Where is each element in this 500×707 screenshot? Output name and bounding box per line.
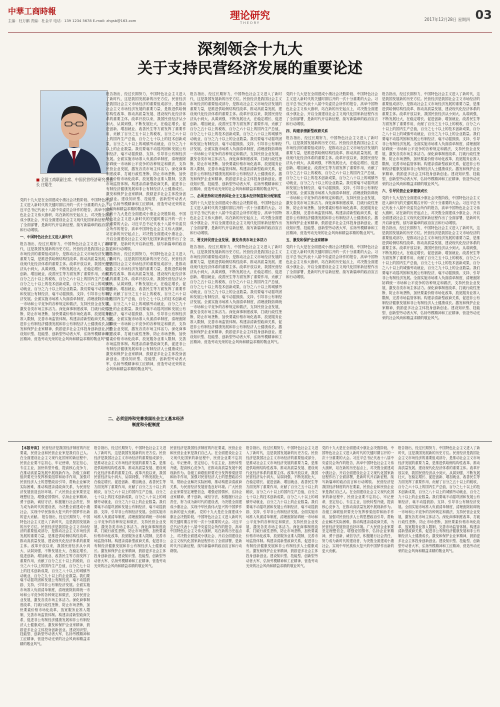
section-subtitle: THEORY — [239, 21, 261, 25]
lower-paragraph: 报告指出，经过长期努力，中国特色社会主义进入了新时代，这是我国发展新的历史方位。民营经济是我国社会主义市场经济的重要组成部分，是推动社会主义市场经济发展的重要力量，是推进供给侧结构性改革、推动高质量发展、建设现代化经济体系的重要主体。改革开放以来，我国民营经济从小到大、从弱到强，不断发展壮大，在稳定增长、促进创新、增加就业、改善民生等方面发挥了重要作用，贡献了百分之五十以上的税收，百分之六十以上的国内生产总值，百分之七十以上的技术创新成果，百分之八十以上的城镇劳动就业，百分之九十以上的企业数量。我们要毫不动摇巩固和发展公有制经济，毫不动摇鼓励、支持、引导非公有制经济发展。全面实施市场准入负面清单制度，清理废除妨碍统一市场和公平竞争的各种规定和做法，支持民营企业发展，激发各类市场主体活力。深化商事制度改革，打破行政性垄断，防止市场垄断，加快要素价格市场化改革，放宽服务业准入限制，完善市场监管体制。构建亲清新型政商关系，促进非公有制经济健康发展和非公有制经济人士健康成长。激发和保护企业家精神，鼓励更多社会主体投身创新创业。建设知识型、技能型、创新型劳动者大军，弘扬劳模精神和工匠精神，营造劳动光荣的社会风尚和精益求精的敬业风气。 — [94, 446, 166, 568]
lower-paragraph: 报告指出，经过长期努力，中国特色社会主义进入了新时代，这是我国发展新的历史方位。民营经济是我国社会主义市场经济的重要组成部分，是推动社会主义市场经济发展的重要力量，是推进供给侧结构性改革、推动高质量发展、建设现代化经济体系的重要主体。改革开放以来，我国民营经济从小到大、从弱到强，不断发展壮大，在稳定增长、促进创新、增加就业、改善民生等方面发挥了重要作用，贡献了百分之五十以上的税收，百分之六十以上的国内生产总值，百分之七十以上的技术创新成果，百分之八十以上的城镇劳动就业，百分之九十以上的企业数量。我们要毫不动摇巩固和发展公有制经济，毫不动摇鼓励、支持、引导非公有制经济发展。全面实施市场准入负面清单制度，清理废除妨碍统一市场和公平竞争的各种规定和做法，支持民营企业发展，激发各类市场主体活力。深化商事制度改革，打破行政性垄断，防止市场垄断，加快要素价格市场化改革，放宽服务业准入限制，完善市场监管体制。构建亲清新型政商关系，促进非公有制经济健康发展和非公有制经济人士健康成长。激发和保护企业家精神，鼓励更多社会主体投身创新创业。建设知识型、技能型、创新型劳动者大军，弘扬劳模精神和工匠精神，营造劳动光荣的社会风尚和精益求精的敬业风气。 — [246, 446, 318, 568]
body-paragraph: 党的十九大是在全面建成小康社会决胜阶段、中国特色社会主义进入新时代的关键时期召开的一次十分重要的大会。习近平总书记代表十八届中央委员会所作的报告，高举中国特色社会主义伟大旗帜，站在新的历史起点上，对决胜全面建成小康社会、开启全面建设社会主义现代化国家新征程作出了全面部署，是新时代开启新征程、续写新篇章的政治宣言和行动纲领。 — [382, 196, 480, 225]
subhead-4: 四、构建亲清新型政商关系 — [286, 129, 328, 133]
subhead-2: 二、必须坚持和完善我国社会主义基本经济制度和分配制度 — [190, 194, 281, 198]
masthead — [8, 6, 492, 33]
lower-column-1 — [20, 446, 90, 700]
lower-paragraph: 民营经济是我国经济制度的内在要素，民营企业和民营企业家是我们自己人。在全面建设社会主义现代化国家的新征程中，民营企业要不忘初心，牢记使命，坚定信心，专注主业，加快转型升级，提高核心竞争力，在推动高质量发展中展现新作为。各级工商联组织要充分发挥桥梁纽带和助手作用，加强对民营经济人士的思想政治引导，帮助企业解决实际困难，推动构建亲清政商关系，为民营经济发展营造良好环境。广大民营企业家要坚定理想信念，增强爱国情怀，弘扬企业家精神，勇于创新，诚信守法，积极履行社会责任，努力成为新时代的建设者，为决胜全面建成小康社会、实现中华民族伟大复兴的中国梦作出新的更大贡献。 — [20, 446, 90, 519]
lower-paragraph: 党的十九大是在全面建成小康社会决胜阶段、中国特色社会主义进入新时代的关键时期召开的一次十分重要的大会。习近平总书记代表十八届中央委员会所作的报告，高举中国特色社会主义伟大旗帜，站在新的历史起点上，对决胜全面建成小康社会、开启全面建设社会主义现代化国家新征程作出了全面部署，是新时代开启新征程、续写新篇章的政治宣言和行动纲领。 — [170, 509, 242, 554]
section-divider — [8, 441, 492, 442]
column-2-subhead: 二、必须坚持和完善我国社会主义基本经济制度和分配制度 — [108, 416, 184, 427]
headline-line-1: 深刻领会十九大 — [197, 40, 303, 58]
article-column-2 — [106, 92, 186, 412]
page-number: 03 — [475, 8, 492, 22]
body-paragraph: 报告指出，经过长期努力，中国特色社会主义进入了新时代，这是我国发展新的历史方位。民营经济是我国社会主义市场经济的重要组成部分，是推动社会主义市场经济发展的重要力量，是推进供给侧结构性改革、推动高质量发展、建设现代化经济体系的重要主体。改革开放以来，我国民营经济从小到大、从弱到强，不断发展壮大，在稳定增长、促进创新、增加就业、改善民生等方面发挥了重要作用，贡献了百分之五十以上的税收，百分之六十以上的国内生产总值，百分之七十以上的技术创新成果，百分之八十以上的城镇劳动就业，百分之九十以上的企业数量。我们要毫不动摇巩固和发展公有制经济，毫不动摇鼓励、支持、引导非公有制经济发展。全面实施市场准入负面清单制度，清理废除妨碍统一市场和公平竞争的各种规定和做法，支持民营企业发展，激发各类市场主体活力。深化商事制度改革，打破行政性垄断，防止市场垄断，加快要素价格市场化改革，放宽服务业准入限制，完善市场监管体制。构建亲清新型政商关系，促进非公有制经济健康发展和非公有制经济人士健康成长。激发和保护企业家精神，鼓励更多社会主体投身创新创业。建设知识型、技能型、创新型劳动者大军，弘扬劳模精神和工匠精神，营造劳动光荣的社会风尚和精益求精的敬业风气。 — [20, 242, 112, 341]
subhead-5: 五、激发和保护企业家精神 — [286, 238, 328, 242]
body-paragraph: 党的十九大是在全面建成小康社会决胜阶段、中国特色社会主义进入新时代的关键时期召开的一次十分重要的大会。习近平总书记代表十八届中央委员会所作的报告，高举中国特色社会主义伟大旗帜，站在新的历史起点上，对决胜全面建成小康社会、开启全面建设社会主义现代化国家新征程作出了全面部署，是新时代开启新征程、续写新篇章的政治宣言和行动纲领。 — [106, 212, 186, 251]
lower-paragraph: 报告指出，经过长期努力，中国特色社会主义进入了新时代，这是我国发展新的历史方位。民营经济是我国社会主义市场经济的重要组成部分，是推动社会主义市场经济发展的重要力量，是推进供给侧结构性改革、推动高质量发展、建设现代化经济体系的重要主体。改革开放以来，我国民营经济从小到大、从弱到强，不断发展壮大，在稳定增长、促进创新、增加就业、改善民生等方面发挥了重要作用，贡献了百分之五十以上的税收，百分之六十以上的国内生产总值，百分之七十以上的技术创新成果，百分之八十以上的城镇劳动就业，百分之九十以上的企业数量。我们要毫不动摇巩固和发展公有制经济，毫不动摇鼓励、支持、引导非公有制经济发展。全面实施市场准入负面清单制度，清理废除妨碍统一市场和公平竞争的各种规定和做法，支持民营企业发展，激发各类市场主体活力。深化商事制度改革，打破行政性垄断，防止市场垄断，加快要素价格市场化改革，放宽服务业准入限制，完善市场监管体制。构建亲清新型政商关系，促进非公有制经济健康发展和非公有制经济人士健康成长。激发和保护企业家精神，鼓励更多社会主体投身创新创业。建设知识型、技能型、创新型劳动者大军，弘扬劳模精神和工匠精神，营造劳动光荣的社会风尚和精益求精的敬业风气。 — [398, 446, 480, 554]
author-photo — [40, 90, 108, 174]
subhead-3: 三、要支持民营企业发展，激发各类市场主体活力 — [190, 238, 267, 242]
body-paragraph: 报告指出，经过长期努力，中国特色社会主义进入了新时代，这是我国发展新的历史方位。民营经济是我国社会主义市场经济的重要组成部分，是推动社会主义市场经济发展的重要力量，是推进供给侧结构性改革、推动高质量发展、建设现代化经济体系的重要主体。改革开放以来，我国民营经济从小到大、从弱到强，不断发展壮大，在稳定增长、促进创新、增加就业、改善民生等方面发挥了重要作用，贡献了百分之五十以上的税收，百分之六十以上的国内生产总值，百分之七十以上的技术创新成果，百分之八十以上的城镇劳动就业，百分之九十以上的企业数量。我们要毫不动摇巩固和发展公有制经济，毫不动摇鼓励、支持、引导非公有制经济发展。全面实施市场准入负面清单制度，清理废除妨碍统一市场和公平竞争的各种规定和做法，支持民营企业发展，激发各类市场主体活力。深化商事制度改革，打破行政性垄断，防止市场垄断，加快要素价格市场化改革，放宽服务业准入限制，完善市场监管体制。构建亲清新型政商关系，促进非公有制经济健康发展和非公有制经济人士健康成长。激发和保护企业家精神，鼓励更多社会主体投身创新创业。建设知识型、技能型、创新型劳动者大军，弘扬劳模精神和工匠精神，营造劳动光荣的社会风尚和精益求精的敬业风气。 — [190, 92, 282, 191]
subhead-1: 一、中国特色社会主义进入新时代 — [20, 235, 73, 239]
intro-paragraph: 党的十九大是在全面建成小康社会决胜阶段、中国特色社会主义进入新时代的关键时期召开的一次十分重要的大会。习近平总书记代表十八届中央委员会所作的报告，高举中国特色社会主义伟大旗帜，站在新的历史起点上，对决胜全面建成小康社会、开启全面建设社会主义现代化国家新征程作出了全面部署，是新时代开启新征程、续写新篇章的政治宣言和行动纲领。 — [20, 198, 112, 232]
body-paragraph: 党的十九大是在全面建成小康社会决胜阶段、中国特色社会主义进入新时代的关键时期召开的一次十分重要的大会。习近平总书记代表十八届中央委员会所作的报告，高举中国特色社会主义伟大旗帜，站在新的历史起点上，对决胜全面建成小康社会、开启全面建设社会主义现代化国家新征程作出了全面部署，是新时代开启新征程、续写新篇章的政治宣言和行动纲领。 — [286, 245, 378, 279]
headline-line-2: 关于支持民营经济发展的重要论述 — [137, 59, 363, 77]
paper-name: 中華工商時報 — [8, 6, 56, 16]
lower-column-5 — [322, 446, 394, 700]
body-paragraph: 报告指出，经过长期努力，中国特色社会主义进入了新时代，这是我国发展新的历史方位。民营经济是我国社会主义市场经济的重要组成部分，是推动社会主义市场经济发展的重要力量，是推进供给侧结构性改革、推动高质量发展、建设现代化经济体系的重要主体。改革开放以来，我国民营经济从小到大、从弱到强，不断发展壮大，在稳定增长、促进创新、增加就业、改善民生等方面发挥了重要作用，贡献了百分之五十以上的税收，百分之六十以上的国内生产总值，百分之七十以上的技术创新成果，百分之八十以上的城镇劳动就业，百分之九十以上的企业数量。我们要毫不动摇巩固和发展公有制经济，毫不动摇鼓励、支持、引导非公有制经济发展。全面实施市场准入负面清单制度，清理废除妨碍统一市场和公平竞争的各种规定和做法，支持民营企业发展，激发各类市场主体活力。深化商事制度改革，打破行政性垄断，防止市场垄断，加快要素价格市场化改革，放宽服务业准入限制，完善市场监管体制。构建亲清新型政商关系，促进非公有制经济健康发展和非公有制经济人士健康成长。激发和保护企业家精神，鼓励更多社会主体投身创新创业。建设知识型、技能型、创新型劳动者大军，弘扬劳模精神和工匠精神，营造劳动光荣的社会风尚和精益求精的敬业风气。 — [286, 136, 378, 235]
article-column-3 — [190, 92, 282, 436]
subhead-6: 六、引导民营企业家健康成长 — [382, 189, 428, 193]
lower-paragraph: 民营经济是我国经济制度的内在要素，民营企业和民营企业家是我们自己人。在全面建设社会主义现代化国家的新征程中，民营企业要不忘初心，牢记使命，坚定信心，专注主业，加快转型升级，提高核心竞争力，在推动高质量发展中展现新作为。各级工商联组织要充分发挥桥梁纽带和助手作用，加强对民营经济人士的思想政治引导，帮助企业解决实际困难，推动构建亲清政商关系，为民营经济发展营造良好环境。广大民营企业家要坚定理想信念，增强爱国情怀，弘扬企业家精神，勇于创新，诚信守法，积极履行社会责任，努力成为新时代的建设者，为决胜全面建成小康社会、实现中华民族伟大复兴的中国梦作出新的更大贡献。 — [322, 480, 394, 554]
masthead-info: 主编：杜万鹏 责编：杜金平 电话：139 1234 5678 E-mail: zhgsb@163.com — [8, 19, 137, 23]
article-column-5 — [382, 92, 480, 436]
body-paragraph: 党的十九大是在全面建成小康社会决胜阶段、中国特色社会主义进入新时代的关键时期召开的一次十分重要的大会。习近平总书记代表十八届中央委员会所作的报告，高举中国特色社会主义伟大旗帜，站在新的历史起点上，对决胜全面建成小康社会、开启全面建设社会主义现代化国家新征程作出了全面部署，是新时代开启新征程、续写新篇章的政治宣言和行动纲领。 — [286, 92, 378, 126]
caption-text: 全国工商联副主席、中国民营经济研究会会长 庄聪生 — [36, 177, 113, 187]
body-paragraph: 报告指出，经过长期努力，中国特色社会主义进入了新时代，这是我国发展新的历史方位。民营经济是我国社会主义市场经济的重要组成部分，是推动社会主义市场经济发展的重要力量，是推进供给侧结构性改革、推动高质量发展、建设现代化经济体系的重要主体。改革开放以来，我国民营经济从小到大、从弱到强，不断发展壮大，在稳定增长、促进创新、增加就业、改善民生等方面发挥了重要作用，贡献了百分之五十以上的税收，百分之六十以上的国内生产总值，百分之七十以上的技术创新成果，百分之八十以上的城镇劳动就业，百分之九十以上的企业数量。我们要毫不动摇巩固和发展公有制经济，毫不动摇鼓励、支持、引导非公有制经济发展。全面实施市场准入负面清单制度，清理废除妨碍统一市场和公平竞争的各种规定和做法，支持民营企业发展，激发各类市场主体活力。深化商事制度改革，打破行政性垄断，防止市场垄断，加快要素价格市场化改革，放宽服务业准入限制，完善市场监管体制。构建亲清新型政商关系，促进非公有制经济健康发展和非公有制经济人士健康成长。激发和保护企业家精神，鼓励更多社会主体投身创新创业。建设知识型、技能型、创新型劳动者大军，弘扬劳模精神和工匠精神，营造劳动光荣的社会风尚和精益求精的敬业风气。 — [382, 226, 480, 320]
lower-paragraph: 民营经济是我国经济制度的内在要素，民营企业和民营企业家是我们自己人。在全面建设社会主义现代化国家的新征程中，民营企业要不忘初心，牢记使命，坚定信心，专注主业，加快转型升级，提高核心竞争力，在推动高质量发展中展现新作为。各级工商联组织要充分发挥桥梁纽带和助手作用，加强对民营经济人士的思想政治引导，帮助企业解决实际困难，推动构建亲清政商关系，为民营经济发展营造良好环境。广大民营企业家要坚定理想信念，增强爱国情怀，弘扬企业家精神，勇于创新，诚信守法，积极履行社会责任，努力成为新时代的建设者，为决胜全面建成小康社会、实现中华民族伟大复兴的中国梦作出新的更大贡献。 — [170, 446, 242, 514]
body-paragraph: 党的十九大是在全面建成小康社会决胜阶段、中国特色社会主义进入新时代的关键时期召开的一次十分重要的大会。习近平总书记代表十八届中央委员会所作的报告，高举中国特色社会主义伟大旗帜，站在新的历史起点上，对决胜全面建成小康社会、开启全面建设社会主义现代化国家新征程作出了全面部署，是新时代开启新征程、续写新篇章的政治宣言和行动纲领。 — [190, 201, 282, 235]
portrait-image — [41, 91, 107, 173]
photo-caption — [36, 177, 116, 187]
issue-date: 2017年12月28日 星期四 — [424, 17, 470, 22]
lower-paragraph: 报告指出，经过长期努力，中国特色社会主义进入了新时代，这是我国发展新的历史方位。民营经济是我国社会主义市场经济的重要组成部分，是推动社会主义市场经济发展的重要力量，是推进供给侧结构性改革、推动高质量发展、建设现代化经济体系的重要主体。改革开放以来，我国民营经济从小到大、从弱到强，不断发展壮大，在稳定增长、促进创新、增加就业、改善民生等方面发挥了重要作用，贡献了百分之五十以上的税收，百分之六十以上的国内生产总值，百分之七十以上的技术创新成果，百分之八十以上的城镇劳动就业，百分之九十以上的企业数量。我们要毫不动摇巩固和发展公有制经济，毫不动摇鼓励、支持、引导非公有制经济发展。全面实施市场准入负面清单制度，清理废除妨碍统一市场和公平竞争的各种规定和做法，支持民营企业发展，激发各类市场主体活力。深化商事制度改革，打破行政性垄断，防止市场垄断，加快要素价格市场化改革，放宽服务业准入限制，完善市场监管体制。构建亲清新型政商关系，促进非公有制经济健康发展和非公有制经济人士健康成长。激发和保护企业家精神，鼓励更多社会主体投身创新创业。建设知识型、技能型、创新型劳动者大军，弘扬劳模精神和工匠精神，营造劳动光荣的社会风尚和精益求精的敬业风气。 — [20, 514, 90, 647]
body-paragraph: 报告指出，经过长期努力，中国特色社会主义进入了新时代，这是我国发展新的历史方位。民营经济是我国社会主义市场经济的重要组成部分，是推动社会主义市场经济发展的重要力量，是推进供给侧结构性改革、推动高质量发展、建设现代化经济体系的重要主体。改革开放以来，我国民营经济从小到大、从弱到强，不断发展壮大，在稳定增长、促进创新、增加就业、改善民生等方面发挥了重要作用，贡献了百分之五十以上的税收，百分之六十以上的国内生产总值，百分之七十以上的技术创新成果，百分之八十以上的城镇劳动就业，百分之九十以上的企业数量。我们要毫不动摇巩固和发展公有制经济，毫不动摇鼓励、支持、引导非公有制经济发展。全面实施市场准入负面清单制度，清理废除妨碍统一市场和公平竞争的各种规定和做法，支持民营企业发展，激发各类市场主体活力。深化商事制度改革，打破行政性垄断，防止市场垄断，加快要素价格市场化改革，放宽服务业准入限制，完善市场监管体制。构建亲清新型政商关系，促进非公有制经济健康发展和非公有制经济人士健康成长。激发和保护企业家精神，鼓励更多社会主体投身创新创业。建设知识型、技能型、创新型劳动者大军，弘扬劳模精神和工匠精神，营造劳动光荣的社会风尚和精益求精的敬业风气。 — [106, 252, 186, 371]
body-paragraph: 报告指出，经过长期努力，中国特色社会主义进入了新时代，这是我国发展新的历史方位。民营经济是我国社会主义市场经济的重要组成部分，是推动社会主义市场经济发展的重要力量，是推进供给侧结构性改革、推动高质量发展、建设现代化经济体系的重要主体。改革开放以来，我国民营经济从小到大、从弱到强，不断发展壮大，在稳定增长、促进创新、增加就业、改善民生等方面发挥了重要作用，贡献了百分之五十以上的税收，百分之六十以上的国内生产总值，百分之七十以上的技术创新成果，百分之八十以上的城镇劳动就业，百分之九十以上的企业数量。我们要毫不动摇巩固和发展公有制经济，毫不动摇鼓励、支持、引导非公有制经济发展。全面实施市场准入负面清单制度，清理废除妨碍统一市场和公平竞争的各种规定和做法，支持民营企业发展，激发各类市场主体活力。深化商事制度改革，打破行政性垄断，防止市场垄断，加快要素价格市场化改革，放宽服务业准入限制，完善市场监管体制。构建亲清新型政商关系，促进非公有制经济健康发展和非公有制经济人士健康成长。激发和保护企业家精神，鼓励更多社会主体投身创新创业。建设知识型、技能型、创新型劳动者大军，弘扬劳模精神和工匠精神，营造劳动光荣的社会风尚和精益求精的敬业风气。 — [382, 92, 480, 186]
article-column-1 — [20, 198, 112, 436]
lower-column-3 — [170, 446, 242, 700]
section-title: 理论研究 — [230, 11, 270, 22]
lower-paragraph: 党的十九大是在全面建成小康社会决胜阶段、中国特色社会主义进入新时代的关键时期召开的一次十分重要的大会。习近平总书记代表十八届中央委员会所作的报告，高举中国特色社会主义伟大旗帜，站在新的历史起点上，对决胜全面建成小康社会、开启全面建设社会主义现代化国家新征程作出了全面部署，是新时代开启新征程、续写新篇章的政治宣言和行动纲领。 — [322, 446, 394, 485]
body-paragraph: 报告指出，经过长期努力，中国特色社会主义进入了新时代，这是我国发展新的历史方位。民营经济是我国社会主义市场经济的重要组成部分，是推动社会主义市场经济发展的重要力量，是推进供给侧结构性改革、推动高质量发展、建设现代化经济体系的重要主体。改革开放以来，我国民营经济从小到大、从弱到强，不断发展壮大，在稳定增长、促进创新、增加就业、改善民生等方面发挥了重要作用，贡献了百分之五十以上的税收，百分之六十以上的国内生产总值，百分之七十以上的技术创新成果，百分之八十以上的城镇劳动就业，百分之九十以上的企业数量。我们要毫不动摇巩固和发展公有制经济，毫不动摇鼓励、支持、引导非公有制经济发展。全面实施市场准入负面清单制度，清理废除妨碍统一市场和公平竞争的各种规定和做法，支持民营企业发展，激发各类市场主体活力。深化商事制度改革，打破行政性垄断，防止市场垄断，加快要素价格市场化改革，放宽服务业准入限制，完善市场监管体制。构建亲清新型政商关系，促进非公有制经济健康发展和非公有制经济人士健康成长。激发和保护企业家精神，鼓励更多社会主体投身创新创业。建设知识型、技能型、创新型劳动者大军，弘扬劳模精神和工匠精神，营造劳动光荣的社会风尚和精益求精的敬业风气。 — [106, 92, 186, 211]
headline — [20, 40, 480, 78]
lower-column-4 — [246, 446, 318, 700]
caption-marker: ■ — [36, 177, 40, 182]
body-paragraph: 报告指出，经过长期努力，中国特色社会主义进入了新时代，这是我国发展新的历史方位。民营经济是我国社会主义市场经济的重要组成部分，是推动社会主义市场经济发展的重要力量，是推进供给侧结构性改革、推动高质量发展、建设现代化经济体系的重要主体。改革开放以来，我国民营经济从小到大、从弱到强，不断发展壮大，在稳定增长、促进创新、增加就业、改善民生等方面发挥了重要作用，贡献了百分之五十以上的税收，百分之六十以上的国内生产总值，百分之七十以上的技术创新成果，百分之八十以上的城镇劳动就业，百分之九十以上的企业数量。我们要毫不动摇巩固和发展公有制经济，毫不动摇鼓励、支持、引导非公有制经济发展。全面实施市场准入负面清单制度，清理废除妨碍统一市场和公平竞争的各种规定和做法，支持民营企业发展，激发各类市场主体活力。深化商事制度改革，打破行政性垄断，防止市场垄断，加快要素价格市场化改革，放宽服务业准入限制，完善市场监管体制。构建亲清新型政商关系，促进非公有制经济健康发展和非公有制经济人士健康成长。激发和保护企业家精神，鼓励更多社会主体投身创新创业。建设知识型、技能型、创新型劳动者大军，弘扬劳模精神和工匠精神，营造劳动光荣的社会风尚和精益求精的敬业风气。 — [190, 245, 282, 344]
article-column-4 — [286, 92, 378, 436]
lower-section-label: 【本版导读】 — [20, 446, 41, 450]
lower-column-2 — [94, 446, 166, 700]
lower-column-6 — [398, 446, 480, 700]
